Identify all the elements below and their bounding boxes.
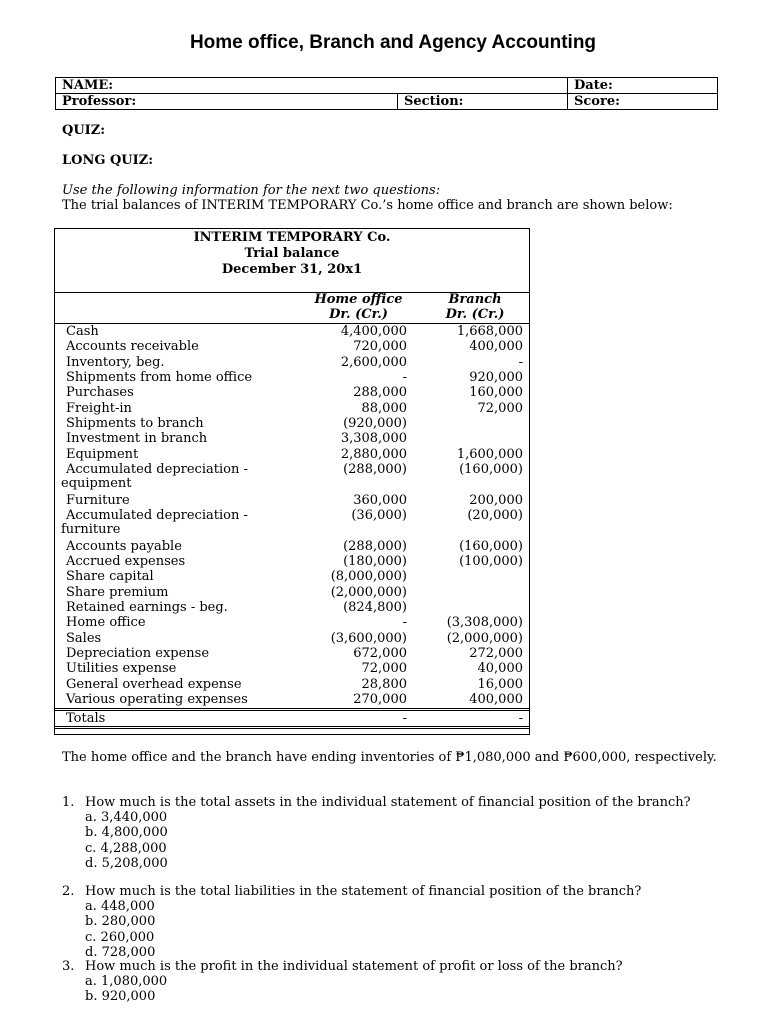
branch-value: 16,000 (477, 676, 523, 692)
branch-value: 272,000 (469, 645, 523, 661)
home-office-value: (3,600,000) (330, 630, 407, 646)
question-number: 2. (62, 884, 75, 899)
answer-option[interactable]: a. 3,440,000 (85, 810, 168, 826)
home-office-value: 672,000 (353, 645, 407, 661)
table-row (55, 385, 529, 400)
home-office-value: 4,400,000 (340, 324, 407, 339)
account-name: Shipments from home office (66, 370, 253, 386)
home-office-value: (288,000) (343, 538, 407, 554)
long-quiz-label: LONG QUIZ: (62, 153, 154, 168)
answer-option[interactable]: c. 260,000 (85, 929, 155, 945)
table-row (55, 462, 529, 492)
table-row (55, 339, 529, 354)
table-row (55, 493, 529, 508)
home-office-value: 3,308,000 (340, 431, 407, 447)
company-name: INTERIM TEMPORARY Co. (193, 230, 391, 245)
question-text: How much is the total liabilities in the statement of financial position of the branch? (85, 884, 642, 899)
trial-balance-table (54, 228, 530, 735)
table-row (55, 569, 529, 584)
statement-title: Trial balance (244, 246, 340, 261)
branch-column-header (425, 292, 525, 322)
account-name: Purchases (66, 385, 134, 401)
section-field[interactable] (398, 94, 568, 110)
home-office-value: 72,000 (361, 661, 407, 677)
totals-home: - (402, 711, 407, 726)
name-field[interactable] (56, 78, 568, 94)
home-office-value: - (402, 370, 407, 386)
account-name: Accounts receivable (66, 339, 199, 355)
answer-option[interactable]: b. 920,000 (85, 989, 156, 1005)
account-name: Furniture (66, 492, 130, 508)
professor-label: Professor: (62, 94, 137, 109)
statement-date: December 31, 20x1 (221, 262, 363, 277)
answer-option[interactable]: d. 5,208,000 (85, 855, 168, 871)
table-row (55, 600, 529, 615)
answer-option[interactable]: d. 728,000 (85, 944, 156, 960)
professor-field[interactable] (56, 94, 398, 110)
name-label: NAME: (62, 78, 114, 93)
home-office-col-title: Home office (314, 292, 403, 307)
branch-value: (100,000) (459, 553, 523, 569)
branch-col-title: Branch (448, 292, 502, 307)
ending-inventories-text: The home office and the branch have ending inventories of ₱1,080,000 and ₱600,000, respectively. (62, 750, 717, 765)
account-name-continued: furniture (61, 522, 121, 537)
question-number: 1. (62, 795, 75, 810)
home-office-value: (288,000) (343, 462, 407, 478)
account-name: Home office (66, 615, 146, 631)
account-name: Accumulated depreciation - (66, 508, 248, 523)
home-office-value: 28,800 (361, 676, 407, 692)
home-office-value: 2,880,000 (340, 446, 407, 462)
branch-value: (3,308,000) (446, 615, 523, 631)
account-name: General overhead expense (66, 676, 242, 692)
table-row (55, 692, 529, 707)
branch-value: 72,000 (477, 400, 523, 416)
table-row (55, 416, 529, 431)
home-office-value: 2,600,000 (340, 354, 407, 370)
table-row (55, 661, 529, 676)
table-row (55, 508, 529, 537)
branch-value: (20,000) (467, 508, 523, 523)
table-row (55, 646, 529, 661)
home-office-value: (8,000,000) (330, 569, 407, 585)
account-name: Equipment (66, 446, 139, 462)
account-name: Share premium (66, 584, 169, 600)
question-text: How much is the total assets in the individual statement of financial position of the branch? (85, 795, 691, 810)
question-2 (62, 884, 641, 899)
branch-value: 200,000 (469, 492, 523, 508)
home-office-value: 360,000 (353, 492, 407, 508)
home-office-value: - (402, 615, 407, 631)
table-row (55, 585, 529, 600)
page-title: Home office, Branch and Agency Accounting (189, 32, 597, 53)
branch-value: 920,000 (469, 370, 523, 386)
home-office-value: 720,000 (353, 339, 407, 355)
table-row (55, 401, 529, 416)
student-info-table (55, 77, 718, 110)
account-name-continued: equipment (61, 476, 132, 492)
branch-value: 400,000 (469, 339, 523, 355)
answer-option[interactable]: a. 1,080,000 (85, 974, 168, 990)
account-name: Sales (66, 630, 102, 646)
branch-value: (2,000,000) (446, 630, 523, 646)
branch-value: 40,000 (477, 661, 523, 677)
home-office-value: 270,000 (353, 692, 407, 707)
account-name: Retained earnings - beg. (66, 599, 228, 615)
home-office-value: 288,000 (353, 385, 407, 401)
answer-option[interactable]: b. 4,800,000 (85, 825, 168, 841)
table-row (55, 677, 529, 692)
branch-col-sub: Dr. (Cr.) (445, 307, 505, 322)
table-row (55, 539, 529, 554)
totals-bottom-rule (55, 726, 529, 727)
account-name: Share capital (66, 569, 154, 585)
table-row (55, 447, 529, 462)
branch-value: 1,668,000 (456, 324, 523, 339)
table-row (55, 554, 529, 569)
account-name: Accounts payable (66, 538, 182, 554)
account-name: Accrued expenses (66, 553, 186, 569)
table-row (55, 431, 529, 446)
trial-balance-header (55, 229, 529, 278)
branch-value: (160,000) (459, 538, 523, 554)
totals-top-rule (55, 708, 529, 709)
quiz-label: QUIZ: (62, 123, 106, 138)
answer-option[interactable]: c. 4,288,000 (85, 840, 167, 856)
table-row (55, 631, 529, 646)
totals-bottom-rule-2 (55, 728, 529, 729)
home-office-column-header (302, 292, 415, 322)
home-office-value: 88,000 (361, 400, 407, 416)
branch-value: 400,000 (469, 692, 523, 707)
account-name: Depreciation expense (66, 645, 210, 661)
branch-value: 160,000 (469, 385, 523, 401)
account-name: Accumulated depreciation - (66, 462, 248, 478)
branch-value: 1,600,000 (456, 446, 523, 462)
score-field[interactable] (568, 94, 718, 110)
section-label: Section: (404, 94, 464, 109)
table-row (55, 324, 529, 339)
totals-row (55, 711, 529, 726)
question-3 (62, 959, 623, 974)
instruction-text: Use the following information for the next two questions: (62, 183, 441, 198)
totals-branch: - (518, 711, 523, 726)
branch-value: (160,000) (459, 462, 523, 478)
account-name: Freight-in (66, 400, 132, 416)
answer-option[interactable]: a. 448,000 (85, 899, 155, 915)
home-office-value: (180,000) (343, 553, 407, 569)
home-office-col-sub: Dr. (Cr.) (329, 307, 388, 322)
totals-label: Totals (66, 711, 106, 726)
date-field[interactable] (568, 78, 718, 94)
home-office-value: (2,000,000) (330, 584, 407, 600)
account-name: Various operating expenses (66, 692, 248, 707)
question-1 (62, 795, 691, 810)
home-office-value: (824,800) (343, 599, 407, 615)
home-office-value: (36,000) (351, 508, 407, 523)
table-row (55, 370, 529, 385)
home-office-value: (920,000) (343, 416, 407, 432)
intro-text: The trial balances of INTERIM TEMPORARY Co.’s home office and branch are shown below: (62, 198, 673, 213)
table-row (55, 355, 529, 370)
account-name: Utilities expense (66, 661, 177, 677)
answer-option[interactable]: b. 280,000 (85, 914, 156, 930)
account-name: Shipments to branch (66, 416, 204, 432)
account-name: Cash (66, 324, 99, 339)
account-name: Investment in branch (66, 431, 208, 447)
account-name: Inventory, beg. (66, 354, 165, 370)
question-number: 3. (62, 959, 75, 974)
question-text: How much is the profit in the individual statement of profit or loss of the branch? (85, 959, 623, 974)
score-label: Score: (574, 94, 620, 109)
table-row (55, 615, 529, 630)
date-label: Date: (574, 78, 613, 93)
branch-value: - (518, 354, 523, 370)
